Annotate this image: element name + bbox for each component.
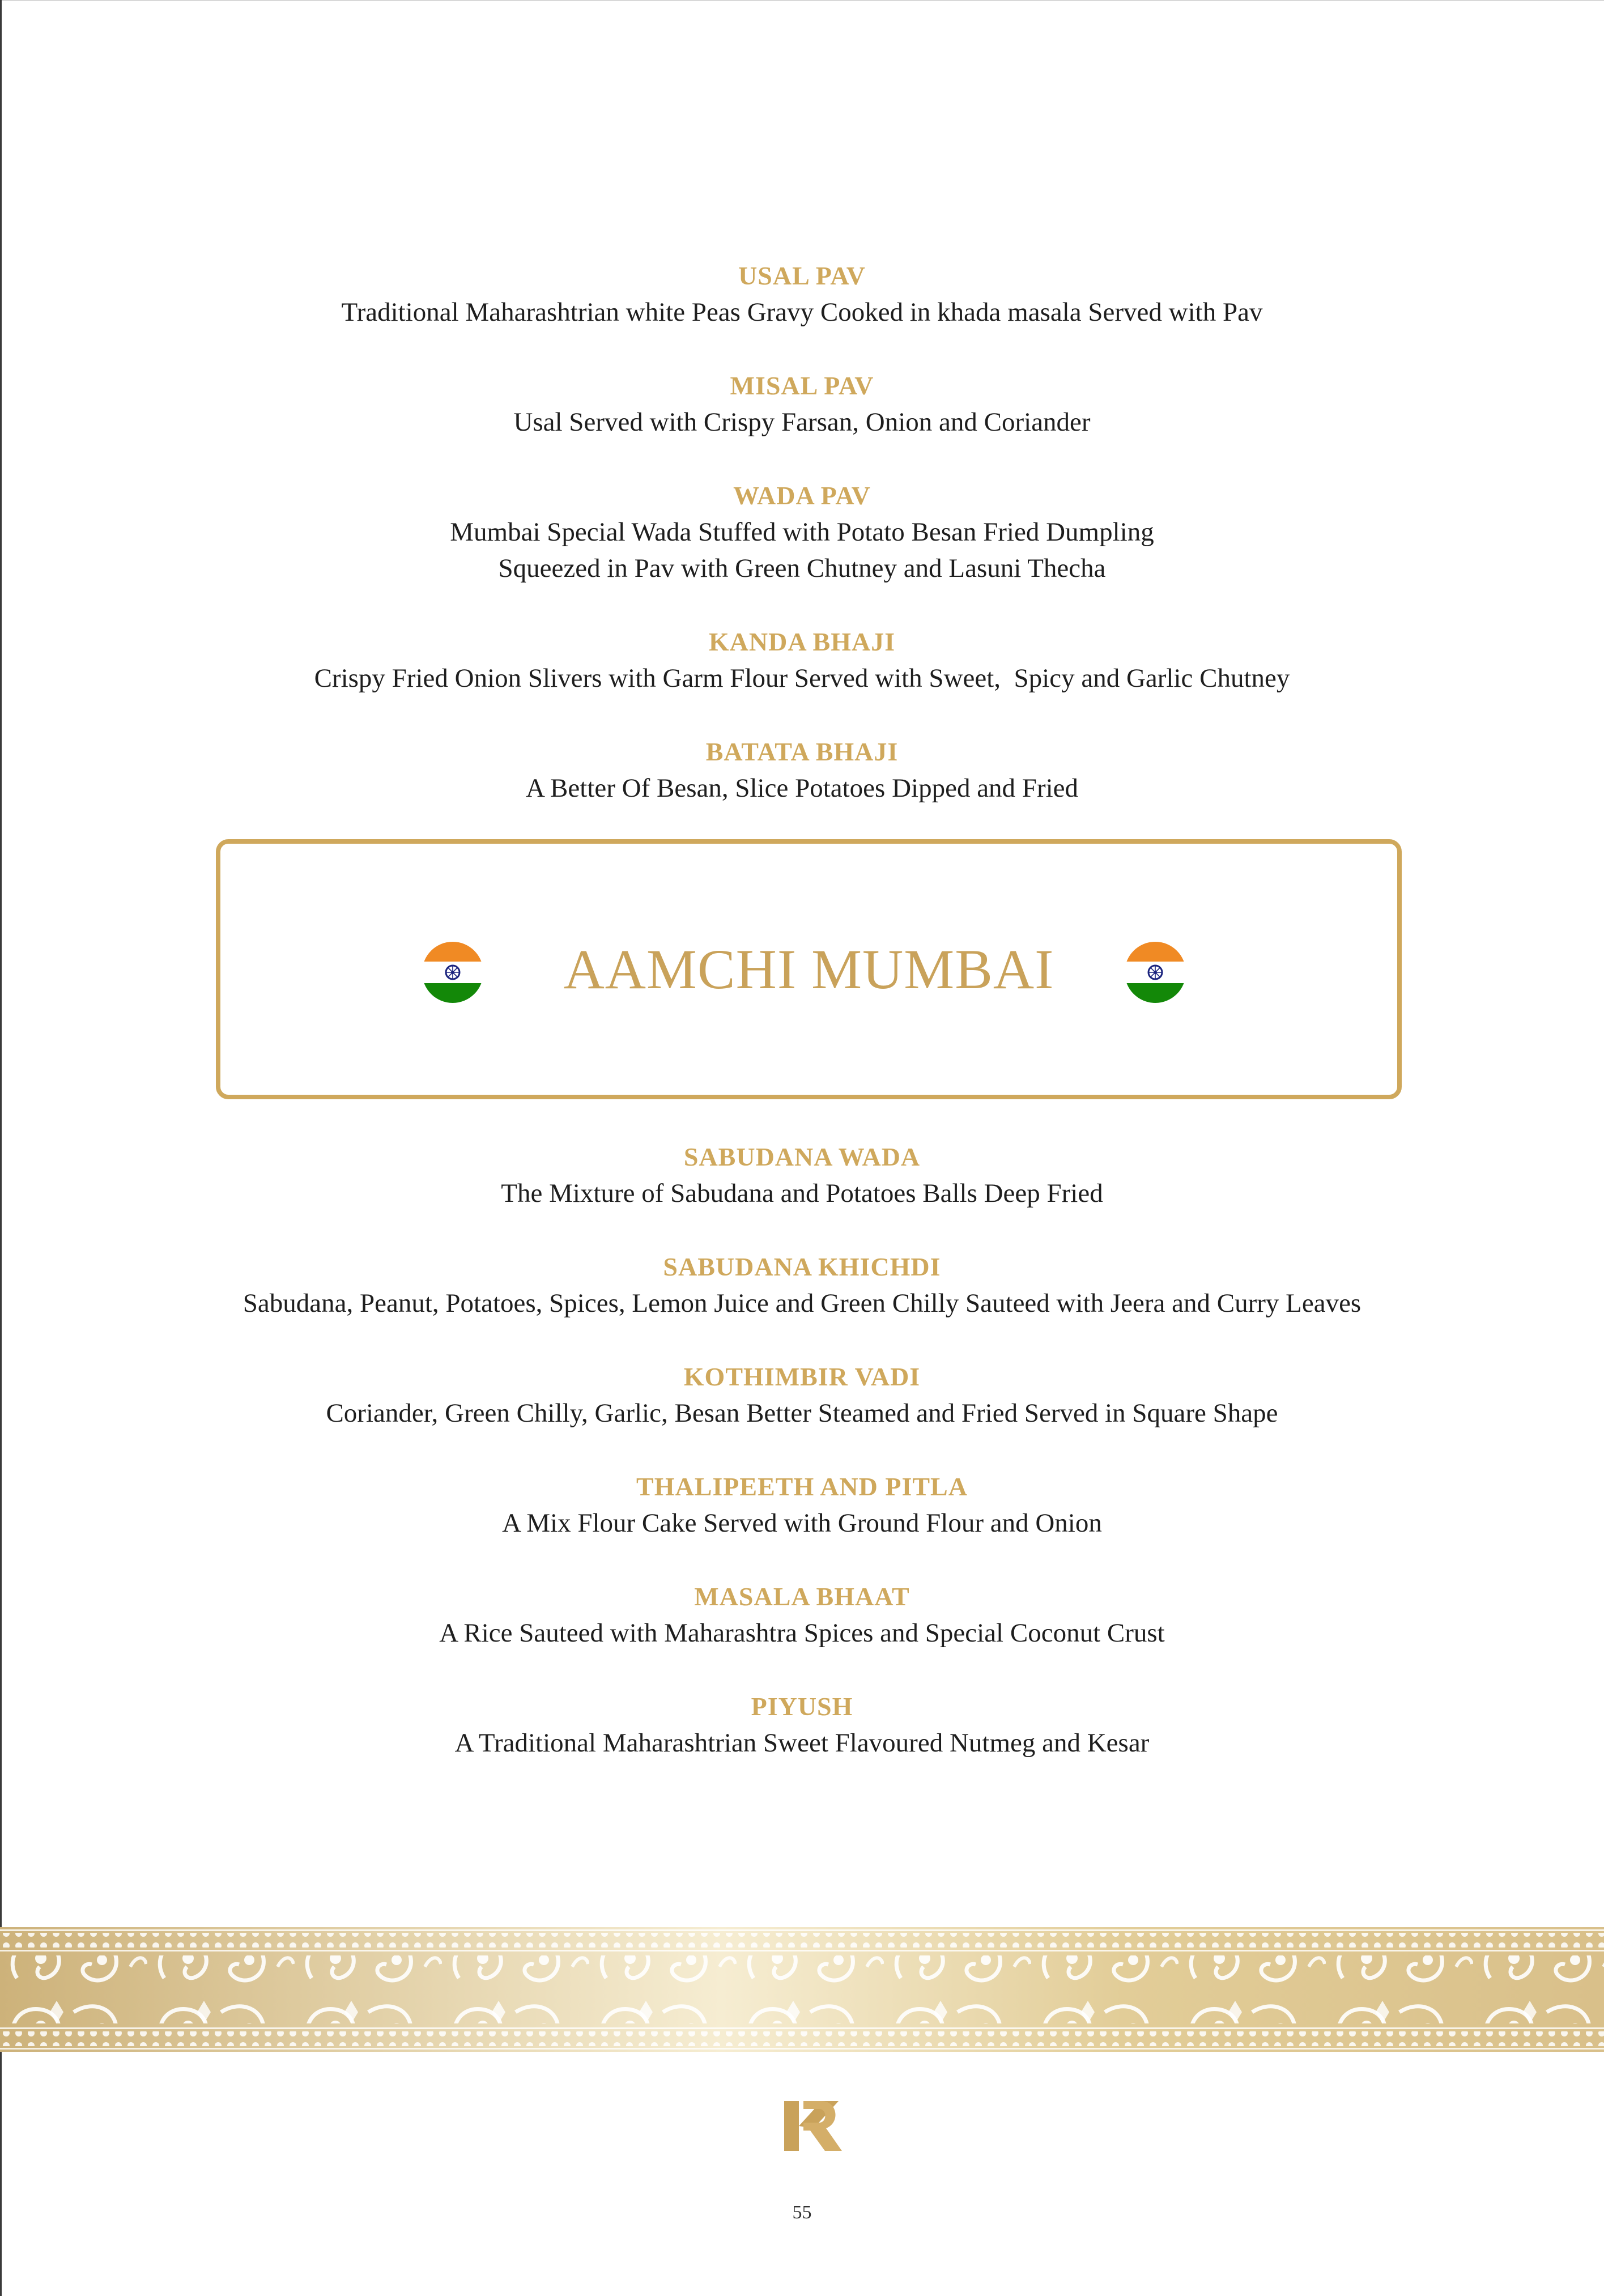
menu-item-masala-bhaat: [0, 1579, 1604, 1689]
dish-description: Sabudana, Peanut, Potatoes, Spices, Lemon Juice and Green Chilly Sauteed with Jeera and Curry Leaves: [242, 1289, 1362, 1318]
menu-item-kothimbir-vadi: [0, 1359, 1604, 1469]
menu-item-usal-pav: [0, 258, 1604, 368]
dish-description: Traditional Maharashtrian white Peas Gravy Cooked in khada masala Served with Pav: [341, 297, 1263, 327]
dish-description-line-1: Mumbai Special Wada Stuffed with Potato Besan Fried Dumpling: [450, 517, 1154, 547]
dish-name: THALIPEETH AND PITLA: [636, 1472, 968, 1501]
dish-description: A Mix Flour Cake Served with Ground Flour and Onion: [502, 1508, 1102, 1538]
section-header-box: [216, 839, 1402, 1099]
dish-name: WADA PAV: [733, 481, 871, 510]
dish-name: MISAL PAV: [730, 371, 874, 400]
dish-name: PIYUSH: [751, 1692, 853, 1721]
menu-item-kanda-bhaji: [0, 624, 1604, 734]
dish-name: SABUDANA WADA: [683, 1142, 921, 1171]
dish-name: BATATA BHAJI: [705, 737, 899, 766]
menu-item-sabudana-wada: [0, 1139, 1604, 1249]
menu-item-thalipeeth-and-pitla: [0, 1469, 1604, 1579]
dish-description-line-2: Squeezed in Pav with Green Chutney and Lasuni Thecha: [498, 554, 1106, 583]
dish-name: SABUDANA KHICHDI: [663, 1252, 941, 1281]
dish-description: A Better Of Besan, Slice Potatoes Dipped and Fried: [525, 773, 1079, 803]
menu-list-top: [0, 258, 1604, 844]
menu-item-wada-pav: [0, 478, 1604, 624]
menu-item-piyush: [0, 1689, 1604, 1798]
page-number: 55: [792, 2202, 812, 2223]
dish-description: The Mixture of Sabudana and Potatoes Balls Deep Fried: [501, 1179, 1103, 1208]
menu-item-batata-bhaji: [0, 734, 1604, 844]
ornamental-border: [0, 1927, 1604, 2052]
dish-description: Usal Served with Crispy Farsan, Onion and Coriander: [513, 407, 1091, 437]
menu-list-bottom: [0, 1139, 1604, 1798]
dish-description: A Rice Sauteed with Maharashtra Spices and Special Coconut Crust: [439, 1618, 1165, 1648]
dish-name: KOTHIMBIR VADI: [683, 1362, 921, 1391]
dish-description: A Traditional Maharashtrian Sweet Flavoured Nutmeg and Kesar: [454, 1728, 1150, 1758]
dish-name: MASALA BHAAT: [694, 1582, 910, 1611]
dish-description: Coriander, Green Chilly, Garlic, Besan Better Steamed and Fried Served in Square Shape: [326, 1398, 1278, 1428]
kr-logo: [782, 2098, 844, 2154]
menu-item-sabudana-khichdi: [0, 1249, 1604, 1359]
section-title: AAMCHI MUMBAI: [563, 938, 1054, 1001]
india-flag-icon: [1124, 941, 1187, 1004]
page-top-edge: [0, 0, 1604, 1]
menu-item-misal-pav: [0, 368, 1604, 478]
dish-description: Crispy Fried Onion Slivers with Garm Flour Served with Sweet, Spicy and Garlic Chutney: [314, 664, 1290, 693]
dish-name: USAL PAV: [738, 261, 866, 290]
dish-name: KANDA BHAJI: [708, 627, 896, 656]
